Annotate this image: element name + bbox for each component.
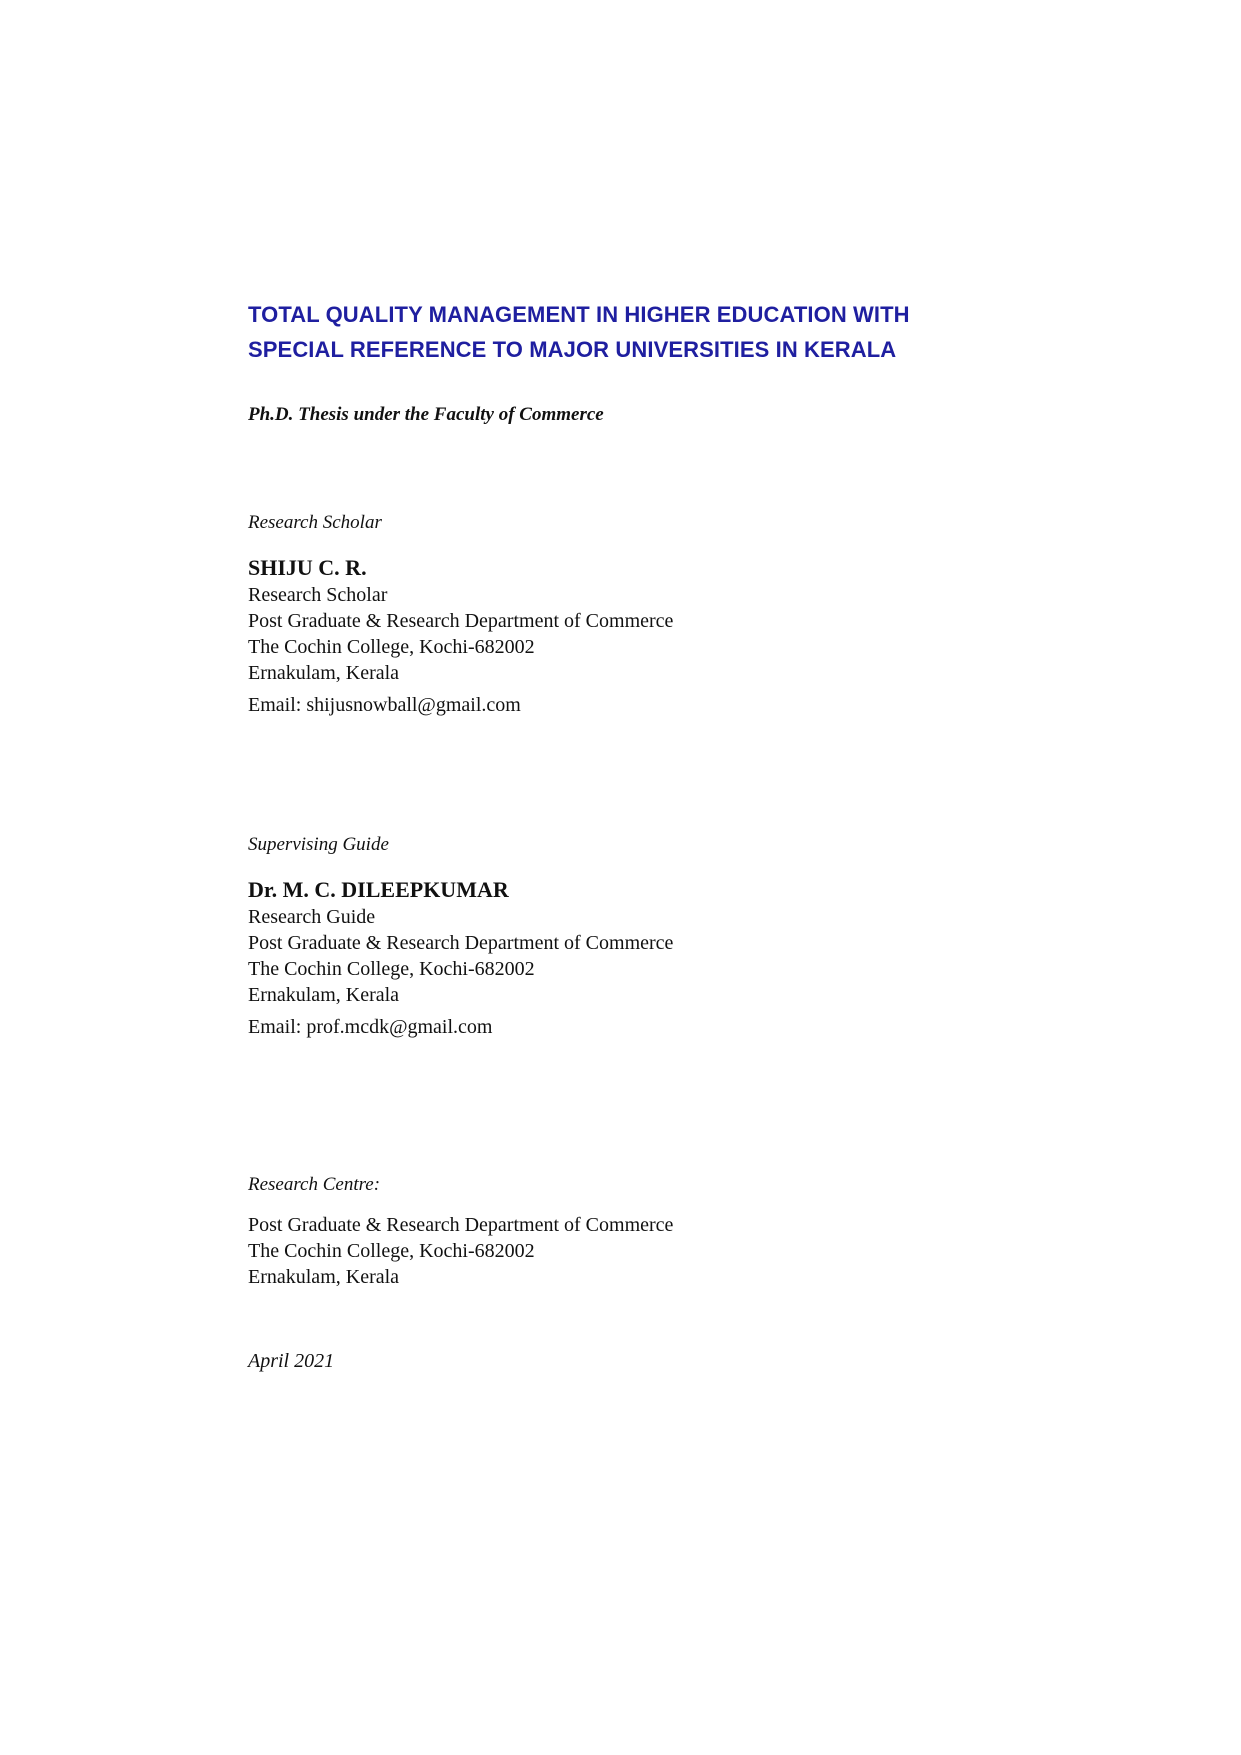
centre-college: The Cochin College, Kochi-682002 — [248, 1240, 535, 1262]
guide-role: Research Guide — [248, 906, 376, 928]
guide-college: The Cochin College, Kochi-682002 — [248, 958, 535, 980]
scholar-name: SHIJU C. R. — [248, 555, 367, 580]
submission-date: April 2021 — [248, 1350, 335, 1372]
guide-label: Supervising Guide — [248, 834, 389, 855]
scholar-department: Post Graduate & Research Department of Commerce — [248, 610, 674, 632]
scholar-role: Research Scholar — [248, 584, 388, 606]
thesis-title-line-2: SPECIAL REFERENCE TO MAJOR UNIVERSITIES IN KERALA — [248, 337, 897, 362]
centre-location: Ernakulam, Kerala — [248, 1266, 400, 1288]
scholar-email: Email: shijusnowball@gmail.com — [248, 694, 521, 716]
scholar-label: Research Scholar — [248, 512, 382, 533]
thesis-title-line-1: TOTAL QUALITY MANAGEMENT IN HIGHER EDUCATION WITH — [248, 302, 910, 327]
guide-location: Ernakulam, Kerala — [248, 984, 400, 1006]
thesis-subtitle: Ph.D. Thesis under the Faculty of Commerce — [248, 404, 604, 425]
guide-department: Post Graduate & Research Department of Commerce — [248, 932, 674, 954]
centre-block — [248, 1212, 673, 1290]
guide-name: Dr. M. C. DILEEPKUMAR — [248, 877, 509, 902]
thesis-title — [248, 297, 1148, 367]
guide-block — [248, 876, 673, 1040]
guide-email: Email: prof.mcdk@gmail.com — [248, 1016, 493, 1038]
centre-label: Research Centre: — [248, 1174, 381, 1195]
scholar-block — [248, 554, 673, 718]
scholar-college: The Cochin College, Kochi-682002 — [248, 636, 535, 658]
scholar-location: Ernakulam, Kerala — [248, 662, 400, 684]
centre-department: Post Graduate & Research Department of Commerce — [248, 1214, 674, 1236]
